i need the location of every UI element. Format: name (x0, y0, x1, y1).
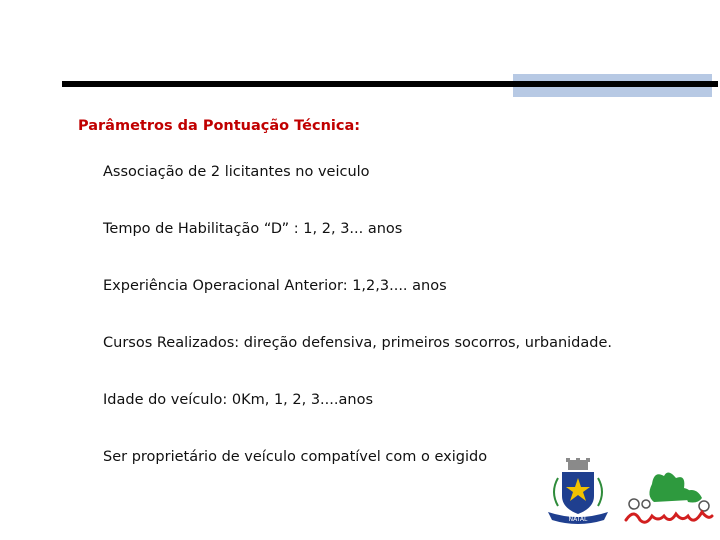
list-item: Idade do veículo: 0Km, 1, 2, 3....anos (103, 392, 373, 408)
list-item: Ser proprietário de veículo compatível com o exigido (103, 449, 488, 465)
city-crest-logo (544, 456, 612, 526)
list-item: Experiência Operacional Anterior: 1,2,3.... anos (103, 278, 447, 294)
list-item: Cursos Realizados: direção defensiva, primeiros socorros, urbanidade. (103, 335, 613, 351)
criteria-list (103, 162, 612, 504)
list-item: Tempo de Habilitação “D” : 1, 2, 3... anos (103, 221, 403, 237)
title-rule (62, 81, 718, 87)
list-item: Associação de 2 licitantes no veiculo (103, 164, 370, 180)
crest-label: NATAL (568, 516, 588, 523)
section-heading: Parâmetros da Pontuação Técnica: (78, 118, 361, 134)
brand-mascot-logo (624, 464, 714, 530)
footer-logos (544, 456, 714, 536)
